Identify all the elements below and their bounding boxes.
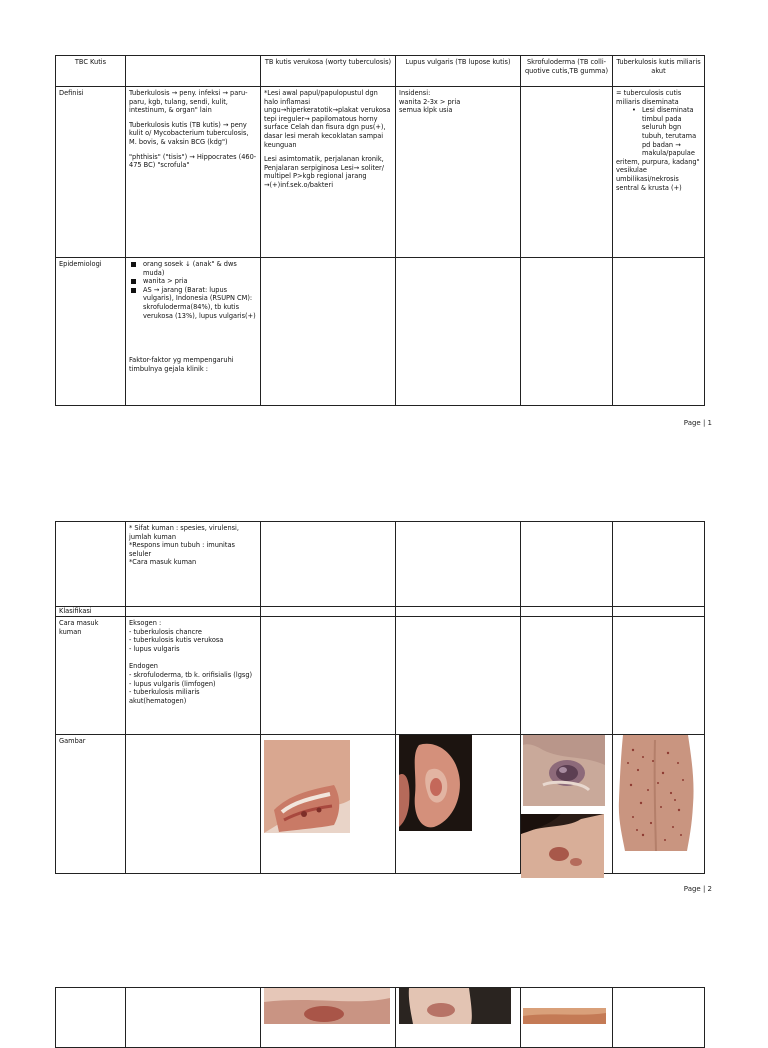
endogen-item: - skrofuloderma, tb k. orifisialis (lgsg) bbox=[129, 670, 253, 679]
label-definisi: Definisi bbox=[56, 87, 126, 258]
page-number-1: Page | 1 bbox=[683, 419, 712, 427]
header-blank bbox=[126, 56, 261, 87]
label-klasifikasi: Klasifikasi bbox=[56, 607, 126, 617]
definisi-miliaris bbox=[613, 87, 705, 258]
header-tb-kutis-verukosa: TB kutis verukosa (worty tuberculosis) bbox=[261, 56, 396, 87]
page3-photo-1 bbox=[264, 988, 390, 1024]
row-klasifikasi bbox=[56, 607, 705, 617]
header-skrofuloderma: Skrofuloderma (TB colli- quotive cutis,TB gumma) bbox=[521, 56, 613, 87]
eksogen-title: Eksogen : bbox=[129, 619, 162, 627]
page-number-2: Page | 2 bbox=[683, 885, 712, 893]
row-gambar bbox=[56, 735, 705, 874]
endogen-item: - lupus vulgaris (limfogen) bbox=[129, 679, 216, 688]
lupus-line-2: wanita 2-3x > pria bbox=[399, 97, 461, 106]
header-row bbox=[56, 56, 705, 87]
row-cara-masuk bbox=[56, 617, 705, 735]
sifat-content bbox=[126, 522, 261, 607]
miliaris-intro: = tuberculosis cutis miliaris diseminata bbox=[616, 89, 682, 106]
row-epidemiologi bbox=[56, 258, 705, 406]
miliaris-outro: eritem, purpura, kadang" vesikulae umbilikasi/nekrosis sentral & krusta (+) bbox=[616, 157, 700, 192]
label-cara-masuk: Cara masuk kuman bbox=[56, 617, 126, 735]
epi-bullet-1: orang sosek ↓ (anak" & dws muda) bbox=[143, 260, 257, 277]
lupus-vulgaris-photo bbox=[399, 735, 472, 831]
epidemiologi-content bbox=[126, 258, 261, 406]
definisi-general bbox=[126, 87, 261, 258]
definisi-lupus bbox=[396, 87, 521, 258]
definisi-skrofuloderma bbox=[521, 87, 613, 258]
eksogen-item: - lupus vulgaris bbox=[129, 644, 180, 653]
definisi-para-2: Tuberkulosis kutis (TB kutis) → peny kulit o/ Mycobacterium tuberculosis, M. bovis, & vaksin BCG (kdg") bbox=[129, 120, 249, 146]
row-sifat bbox=[56, 522, 705, 607]
page2-table bbox=[55, 521, 705, 874]
epi-bullet-2: wanita > pria bbox=[143, 277, 257, 286]
endogen-item: - tuberkulosis miliaris akut(hematogen) bbox=[129, 688, 200, 705]
tb-miliaris-photo bbox=[613, 735, 698, 851]
skrofuloderma-photo-2 bbox=[521, 814, 604, 878]
page1-table bbox=[55, 55, 705, 406]
sifat-line-2: *Respons imun tubuh : imunitas seluler bbox=[129, 541, 235, 558]
verukosa-para-2: Lesi asimtomatik, perjalanan kronik, Penjalaran serpiginosa Lesi→ soliter/ multipel P>kgb regional jarang →(+)inf.sek.o/bakteri bbox=[264, 155, 384, 189]
page3-photo-3 bbox=[523, 1008, 606, 1024]
faktor-text: Faktor-faktor yg mempengaruhi timbulnya gejala klinik : bbox=[129, 356, 234, 373]
label-epidemiologi: Epidemiologi bbox=[56, 258, 126, 406]
endogen-title: Endogen bbox=[129, 662, 158, 671]
label-gambar: Gambar bbox=[56, 735, 126, 874]
epi-bullet-3: AS → jarang (Barat: lupus vulgaris), Indonesia (RSUPN CM): skrofuloderma(84%), tb kutis verukosa (13%), lupus vulgaris(+) bbox=[143, 285, 256, 320]
epidemiologi-bullets bbox=[129, 260, 257, 320]
verukosa-para-1: *Lesi awal papul/papulopustul dgn halo inflamasi ungu→hiperkeratotik→plakat verukosa tepi ireguler→ papilomatous horny surface Celah dan fisura dgn pus(+), dasar lesi merah kecoklatan sampai keunguan bbox=[264, 89, 391, 149]
miliaris-bullet: • Lesi diseminata timbul pada seluruh bgn tubuh, terutama pd badan → makula/papulae bbox=[642, 106, 701, 158]
page3-photo-2 bbox=[399, 988, 511, 1024]
sifat-line-1: * Sifat kuman : spesies, virulensi, jumlah kuman bbox=[129, 524, 239, 541]
lupus-line-1: Insidensi: bbox=[399, 89, 431, 97]
cara-masuk-content bbox=[126, 617, 261, 735]
miliaris-bullets bbox=[624, 106, 701, 158]
definisi-para-3: "phthisis" ("tisis") → Hippocrates (460-475 BC) "scrofula" bbox=[129, 152, 257, 170]
skrofuloderma-photo-1 bbox=[523, 735, 605, 806]
sifat-line-3: *Cara masuk kuman bbox=[129, 558, 197, 567]
verukosa-photo bbox=[264, 740, 350, 833]
header-tbc-kutis: TBC Kutis bbox=[56, 56, 126, 87]
header-tb-miliaris: Tuberkulosis kutis miliaris akut bbox=[613, 56, 705, 87]
row-definisi bbox=[56, 87, 705, 258]
header-lupus-vulgaris: Lupus vulgaris (TB lupose kutis) bbox=[396, 56, 521, 87]
eksogen-item: - tuberkulosis chancre bbox=[129, 627, 202, 636]
lupus-line-3: semua klpk usia bbox=[399, 106, 453, 115]
definisi-verukosa bbox=[261, 87, 396, 258]
eksogen-item: - tuberkulosis kutis verukosa bbox=[129, 636, 224, 645]
definisi-para-1: Tuberkulosis → peny. infeksi → paru-paru, kgb, tulang, sendi, kulit, intestinum, & organ" lain bbox=[129, 89, 248, 115]
